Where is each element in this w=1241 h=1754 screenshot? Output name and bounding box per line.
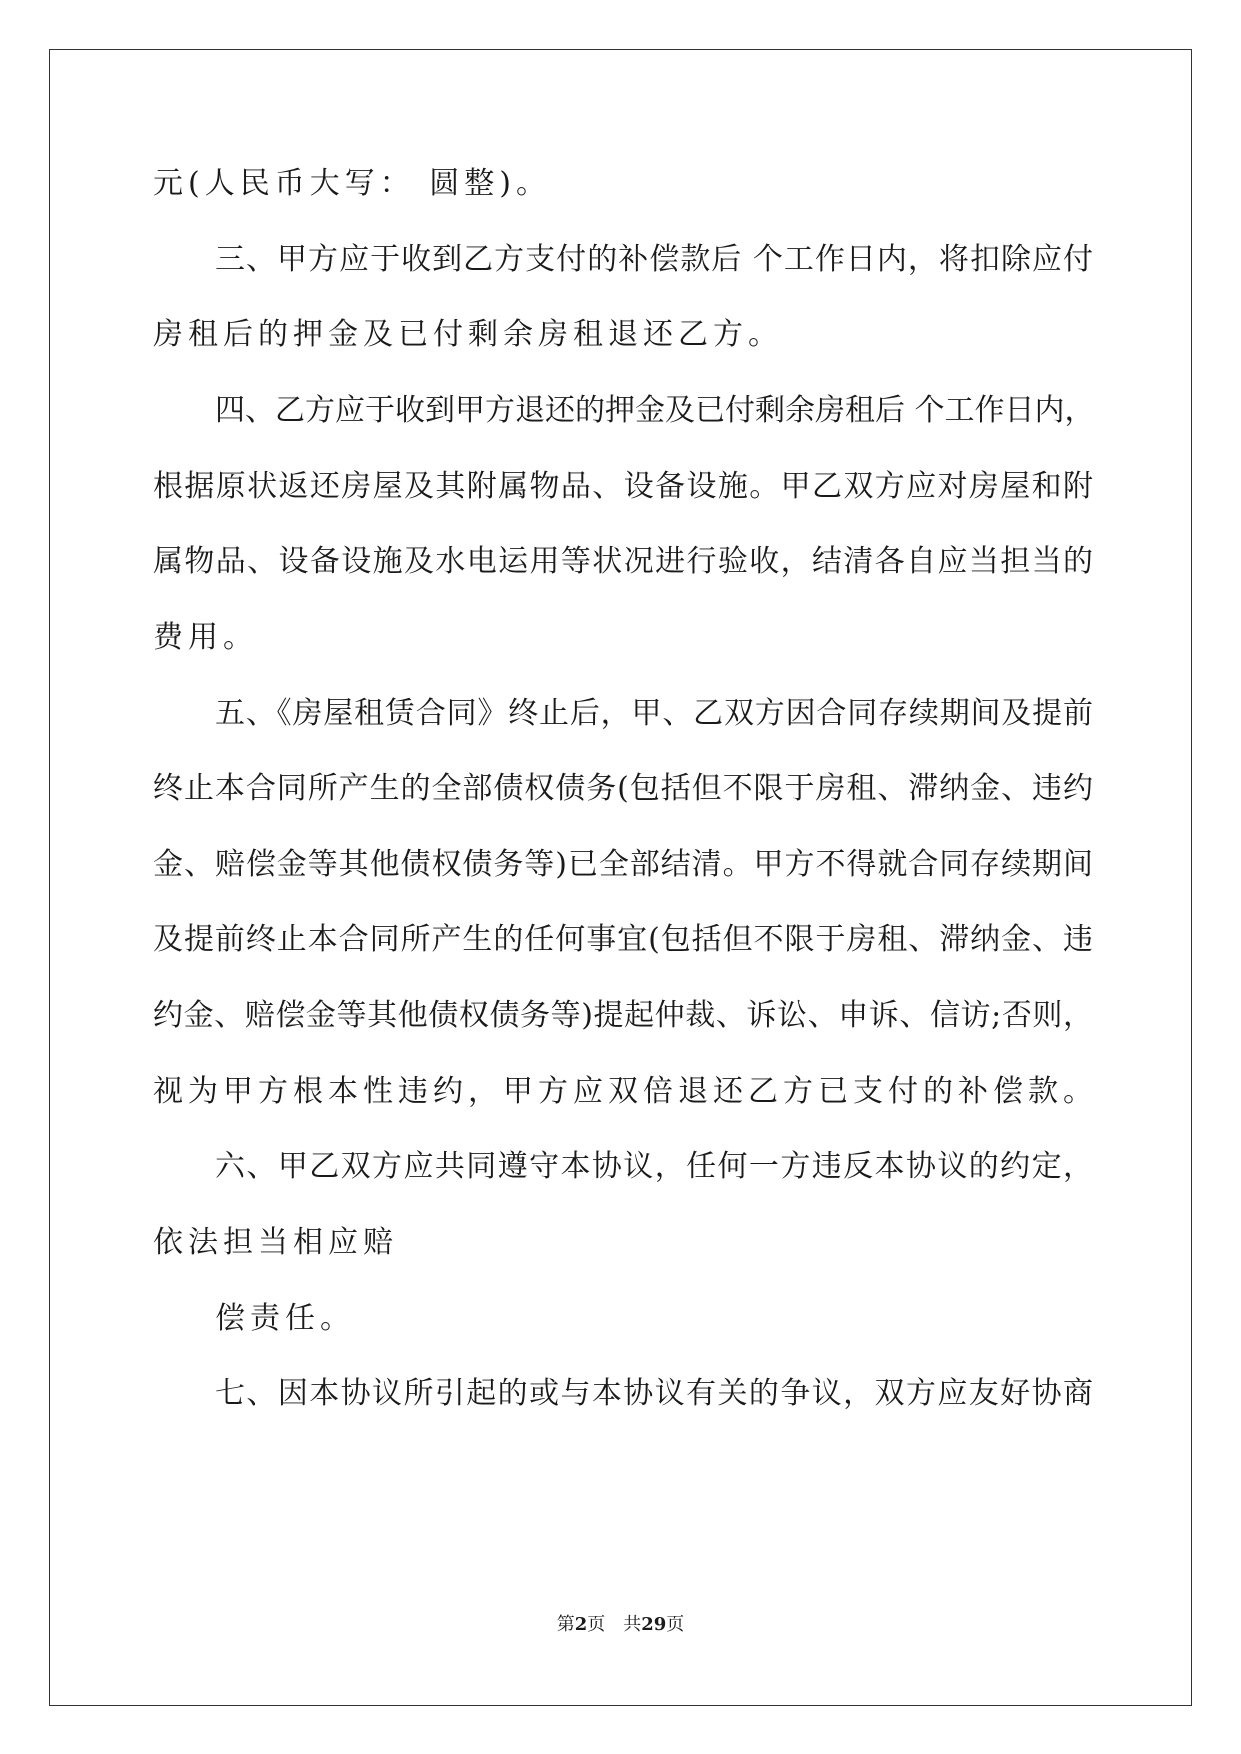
footer-middle: 页 共 <box>587 1614 642 1635</box>
footer-prefix: 第 <box>556 1614 575 1635</box>
text-line: 费用。 <box>153 620 258 655</box>
text-line: 偿责任。 <box>215 1301 355 1336</box>
text-line: 视为甲方根本性违约，甲方应双倍退还乙方已支付的补偿款。 <box>153 1074 1098 1109</box>
text-line: 根据原状返还房屋及其附属物品、设备设施。甲乙双方应对房屋和附 <box>153 469 1093 504</box>
text-line: 金、赔偿金等其他债权债务等)已全部结清。甲方不得就合同存续期间 <box>153 847 1093 882</box>
text-line: 六、甲乙双方应共同遵守本协议，任何一方违反本协议的约定， <box>215 1149 1093 1184</box>
text-line: 元(人民币大写： 圆整)。 <box>153 166 551 201</box>
footer-total-pages: 29 <box>641 1614 667 1635</box>
text-line: 四、乙方应于收到甲方退还的押金及已付剩余房租后 个工作日内， <box>215 393 1095 428</box>
text-line: 约金、赔偿金等其他债权债务等)提起仲裁、诉讼、申诉、信访;否则， <box>153 998 1093 1033</box>
text-line: 及提前终止本合同所产生的任何事宜(包括但不限于房租、滞纳金、违 <box>153 922 1093 957</box>
text-line: 三、甲方应于收到乙方支付的补偿款后 个工作日内，将扣除应付 <box>215 242 1093 277</box>
text-line: 终止本合同所产生的全部债权债务(包括但不限于房租、滞纳金、违约 <box>153 771 1093 806</box>
text-line: 五、《房屋租赁合同》终止后，甲、乙双方因合同存续期间及提前 <box>215 696 1093 731</box>
text-line: 属物品、设备设施及水电运用等状况进行验收，结清各自应当担当的 <box>153 544 1093 579</box>
page-footer <box>0 1613 1241 1637</box>
text-line: 七、因本协议所引起的或与本协议有关的争议，双方应友好协商 <box>215 1376 1093 1411</box>
text-line: 房租后的押金及已付剩余房租退还乙方。 <box>153 317 783 352</box>
footer-suffix: 页 <box>666 1614 685 1635</box>
footer-page-number: 2 <box>574 1614 588 1635</box>
text-line: 依法担当相应赔 <box>153 1225 398 1260</box>
